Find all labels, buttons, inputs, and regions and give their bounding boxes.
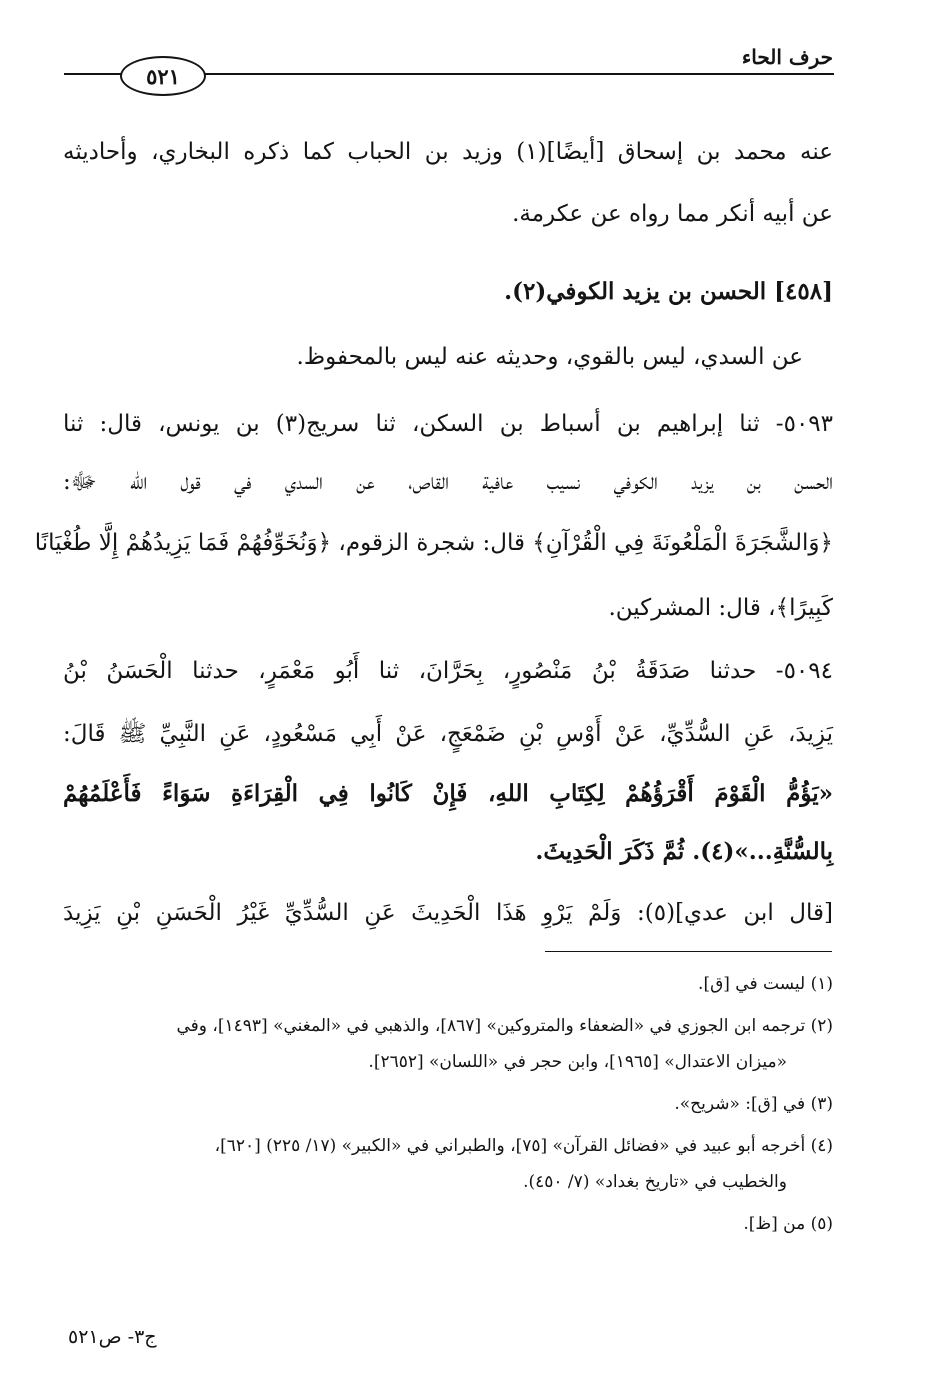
body-line-10: «يَؤُمُّ الْقَوْمَ أَقْرَؤُهُمْ لِكِتَابِ اللهِ، فَإِنْ كَانُوا فِي الْقِرَاءَةِ سَوَاءً فَأَعْلَمُهُمْ [63, 780, 833, 807]
entry-heading: [٤٥٨] الحسن بن يزيد الكوفي(٢). [504, 278, 833, 305]
footnote-2: (٢) ترجمه ابن الجوزي في «الضعفاء والمتروكين» [٨٦٧]، والذهبي في «المغني» [١٤٩٣]، وفي [176, 1016, 833, 1036]
body-line-11: بِالسُّنَّةِ...»(٤). ثُمَّ ذَكَرَ الْحَدِيثَ. [535, 838, 833, 865]
footnote-4-cont: والخطيب في «تاريخ بغداد» (٧/ ٤٥٠). [523, 1172, 787, 1192]
footnote-4: (٤) أخرجه أبو عبيد في «فضائل القرآن» [٧٥]، والطبراني في «الكبير» (١٧/ ٢٢٥) [٦٢٠]، [214, 1136, 833, 1156]
page-number: ٥٢١ [146, 63, 180, 89]
footnote-rule [545, 951, 832, 952]
footnote-3: (٣) في [ق]: «شريح». [674, 1094, 833, 1114]
body-line-2: عن أبيه أنكر مما رواه عن عكرمة. [512, 201, 833, 227]
footnote-2-cont: «ميزان الاعتدال» [١٩٦٥]، وابن حجر في «اللسان» [٢٦٥٢]. [368, 1052, 787, 1072]
body-line-8: ٥٠٩٤- حدثنا صَدَقَةُ بْنُ مَنْصُورٍ، بِحَرَّانَ، ثنا أَبُو مَعْمَرٍ، حدثنا الْحَسَنُ بْنُ [63, 658, 833, 684]
page-reference: ج٣- ص٥٢١ [68, 1326, 157, 1348]
body-line-9: يَزِيدَ، عَنِ السُّدِّيِّ، عَنْ أَوْسِ بْنِ ضَمْعَجٍ، عَنْ أَبِي مَسْعُودٍ، عَنِ النَّبِيِّ ﷺ قَالَ: [63, 721, 833, 747]
running-head: حرف الحاء [741, 45, 833, 69]
body-line-12: [قال ابن عدي](٥): وَلَمْ يَرْوِ هَذَا الْحَدِيثَ عَنِ السُّدِّيِّ غَيْرُ الْحَسَنِ بْنِ يَزِيدَ [63, 900, 833, 926]
footnote-5: (٥) من [ظ]. [743, 1214, 833, 1234]
page-number-badge [120, 56, 206, 96]
body-line-7: كَبِيرًا﴾، قال: المشركين. [608, 595, 833, 621]
body-line-5: الحسن بن يزيد الكوفي نسيب عافية القاص، عن السدي في قول الله ﷻ: [63, 469, 833, 495]
body-line-6: ﴿وَالشَّجَرَةَ الْمَلْعُونَةَ فِي الْقُرْآنِ﴾ قال: شجرة الزقوم، ﴿وَنُخَوِّفُهُمْ فَمَا يَزِيدُهُمْ إِلَّا طُغْيَانًا [34, 530, 833, 556]
body-line-1: عنه محمد بن إسحاق [أيضًا](١) وزيد بن الحباب كما ذكره البخاري، وأحاديثه [63, 139, 833, 165]
body-line-4: ٥٠٩٣- ثنا إبراهيم بن أسباط بن السكن، ثنا سريج(٣) بن يونس، قال: ثنا [63, 411, 834, 437]
footnote-1: (١) ليست في [ق]. [698, 974, 833, 994]
body-line-3: عن السدي، ليس بالقوي، وحديثه عنه ليس بالمحفوظ. [296, 344, 803, 370]
